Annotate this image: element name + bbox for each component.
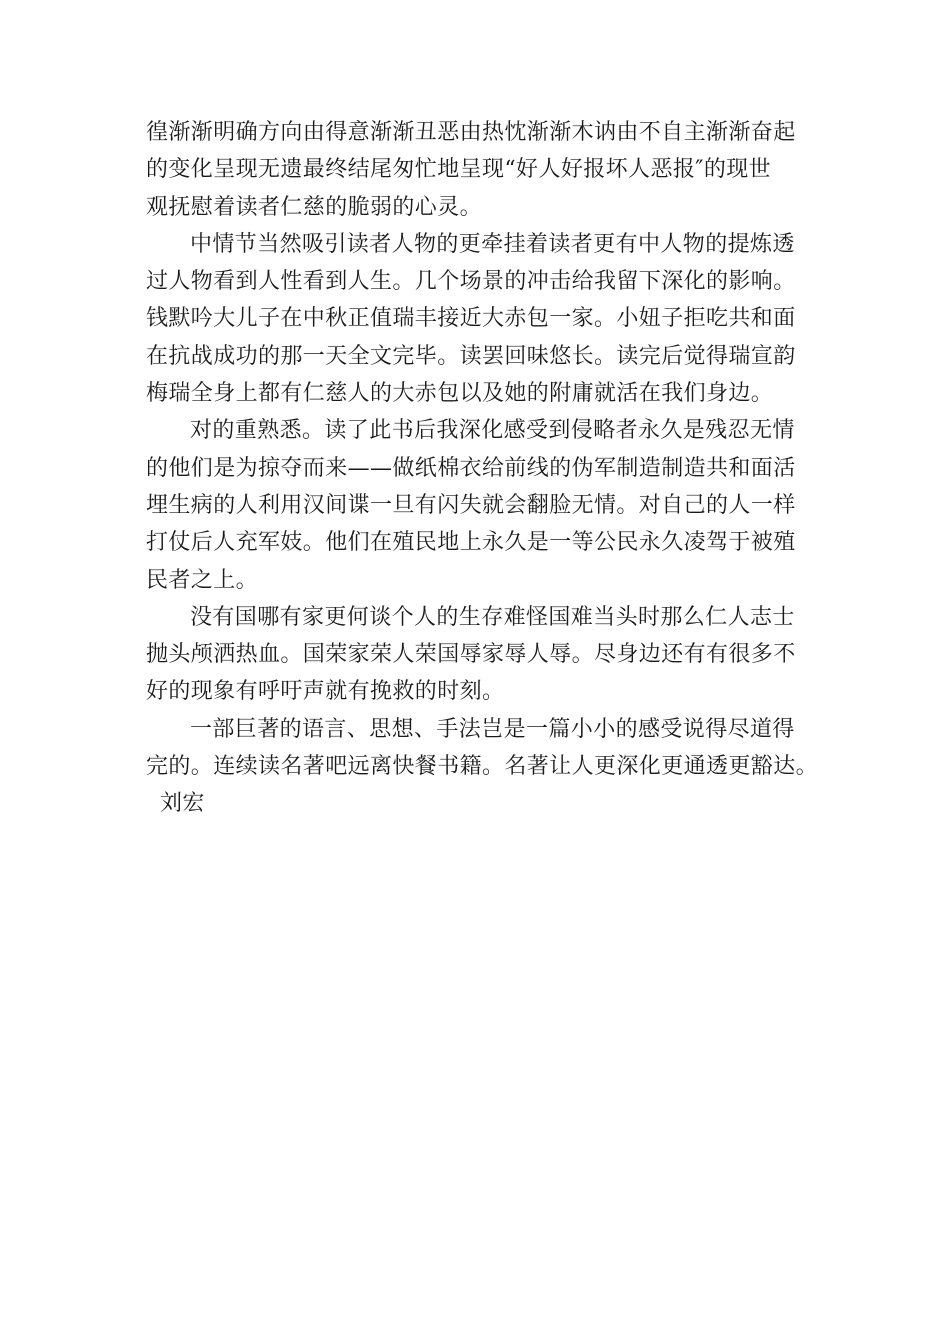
- text-line: 观抚慰着读者仁慈的脆弱的心灵。: [146, 194, 483, 220]
- text-line: 的他们是为掠夺而来——做纸棉衣给前线的伪军制造制造共和面活: [146, 455, 796, 481]
- text-line: 抛头颅洒热血。国荣家荣人荣国辱家辱人辱。尽身边还有有很多不: [146, 642, 796, 668]
- text-line: 的变化呈现无遗最终结尾匆忙地呈现“好人好报坏人恶报″的现世: [146, 157, 772, 183]
- paragraph: [146, 599, 836, 711]
- text-line: 在抗战成功的那一天全文完毕。读罢回味悠长。读完后觉得瑞宣韵: [146, 343, 796, 369]
- text-line: 埋生病的人利用汉间谍一旦有闪失就会翻脸无情。对自己的人一样: [146, 492, 796, 518]
- text-line: 完的。连续读名著吧远离快餐书籍。名著让人更深化更通透更豁达。: [146, 754, 819, 780]
- text-line: 徨渐渐明确方向由得意渐渐丑恶由热忱渐渐木讷由不自主渐渐奋起: [146, 120, 796, 145]
- text-line: 对的重熟悉。读了此书后我深化感受到侵略者永久是残忍无情: [190, 418, 795, 444]
- paragraph: [146, 412, 836, 598]
- text-line: 没有国哪有家更何谈个人的生存难怪国难当头时那么仁人志士: [190, 604, 795, 630]
- text-line: 好的现象有呼吁声就有挽救的时刻。: [146, 679, 505, 705]
- text-line: 钱默吟大儿子在中秋正值瑞丰接近大赤包一家。小妞子拒吃共和面: [146, 306, 796, 332]
- author-signature: 刘宏: [160, 791, 205, 817]
- document-body: [146, 114, 836, 823]
- paragraph: [146, 711, 836, 786]
- text-line: 一部巨著的语言、思想、手法岂是一篇小小的感受说得尽道得: [190, 716, 795, 742]
- text-line: 民者之上。: [146, 567, 259, 593]
- text-line: 过人物看到人性看到人生。几个场景的冲击给我留下深化的影响。: [146, 269, 796, 295]
- paragraph: [146, 114, 836, 226]
- text-line: 中情节当然吸引读者人物的更牵挂着读者更有中人物的提炼透: [190, 231, 795, 257]
- paragraph: [146, 226, 836, 412]
- text-line: 打仗后人充军妓。他们在殖民地上永久是一等公民永久凌驾于被殖: [146, 530, 796, 556]
- text-line: 梅瑞全身上都有仁慈人的大赤包以及她的附庸就活在我们身边。: [146, 381, 774, 407]
